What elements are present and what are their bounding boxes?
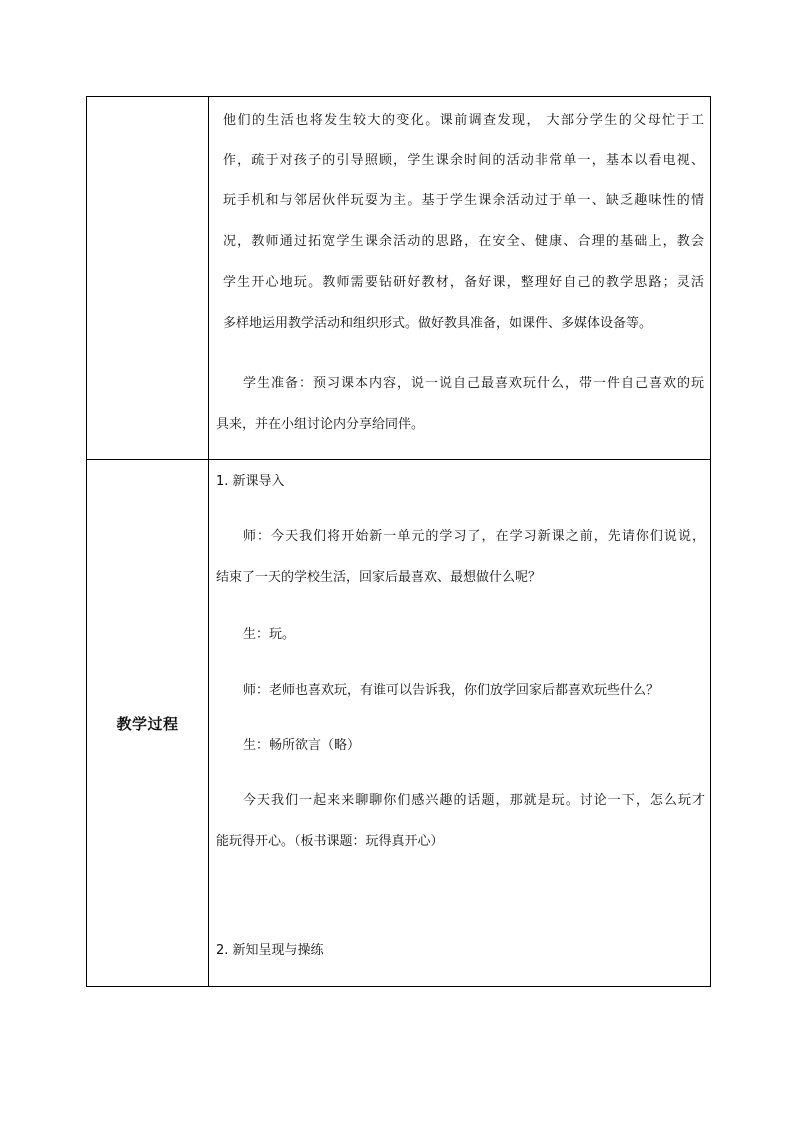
paragraph-line: 玩手机和与邻居伙伴玩耍为主。基于学生课余活动过于单一、缺乏趣味性的情 (223, 193, 704, 208)
dialogue-line: 生：畅所欲言（略） (243, 738, 361, 753)
row-content-cell (209, 460, 711, 987)
dialogue-line: 师：今天我们将开始新一单元的学习了，在学习新课之前，先请你们说说， (243, 529, 705, 544)
step-title: 2. 新知呈现与操练 (216, 943, 324, 958)
row-content-cell (209, 97, 711, 460)
paragraph-line: 作，疏于对孩子的引导照顾，学生课余时间的活动非常单一，基本以看电视、 (223, 153, 704, 168)
student-prep-line: 具来，并在小组讨论内分享给同伴。 (216, 417, 425, 432)
paragraph-line: 能玩得开心。（板书课题：玩得真开心） (216, 834, 444, 849)
dialogue-line: 结束了一天的学校生活，回家后最喜欢、最想做什么呢？ (216, 570, 542, 585)
row-label-cell (87, 460, 209, 987)
paragraph-line: 他们的生活也将发生较大的变化。课前调查发现， 大部分学生的父母忙于工 (223, 113, 704, 128)
step-title: 1. 新课导入 (216, 474, 285, 489)
lesson-plan-table (86, 96, 711, 987)
section-title-teaching-process: 教学过程 (116, 714, 179, 733)
table-row (87, 97, 711, 460)
row-label-cell (87, 97, 209, 460)
paragraph-line: 学生开心地玩。教师需要钻研好教材，备好课，整理好自己的教学思路；灵活 (223, 275, 704, 290)
dialogue-line: 师：老师也喜欢玩，有谁可以告诉我，你们放学回家后都喜欢玩些什么？ (243, 683, 660, 698)
paragraph-line: 况，教师通过拓宽学生课余活动的思路，在安全、健康、合理的基础上，教会 (223, 234, 704, 249)
table-row (87, 460, 711, 987)
paragraph-line: 多样地运用教学活动和组织形式。做好教具准备，如课件、多媒体设备等。 (223, 316, 653, 331)
dialogue-line: 生：玩。 (243, 627, 296, 642)
paragraph-line: 今天我们一起来来聊聊你们感兴趣的话题，那就是玩。讨论一下，怎么玩才 (243, 793, 705, 808)
student-prep-line: 学生准备：预习课本内容，说一说自己最喜欢玩什么，带一件自己喜欢的玩 (243, 376, 704, 391)
row-label (87, 97, 208, 459)
